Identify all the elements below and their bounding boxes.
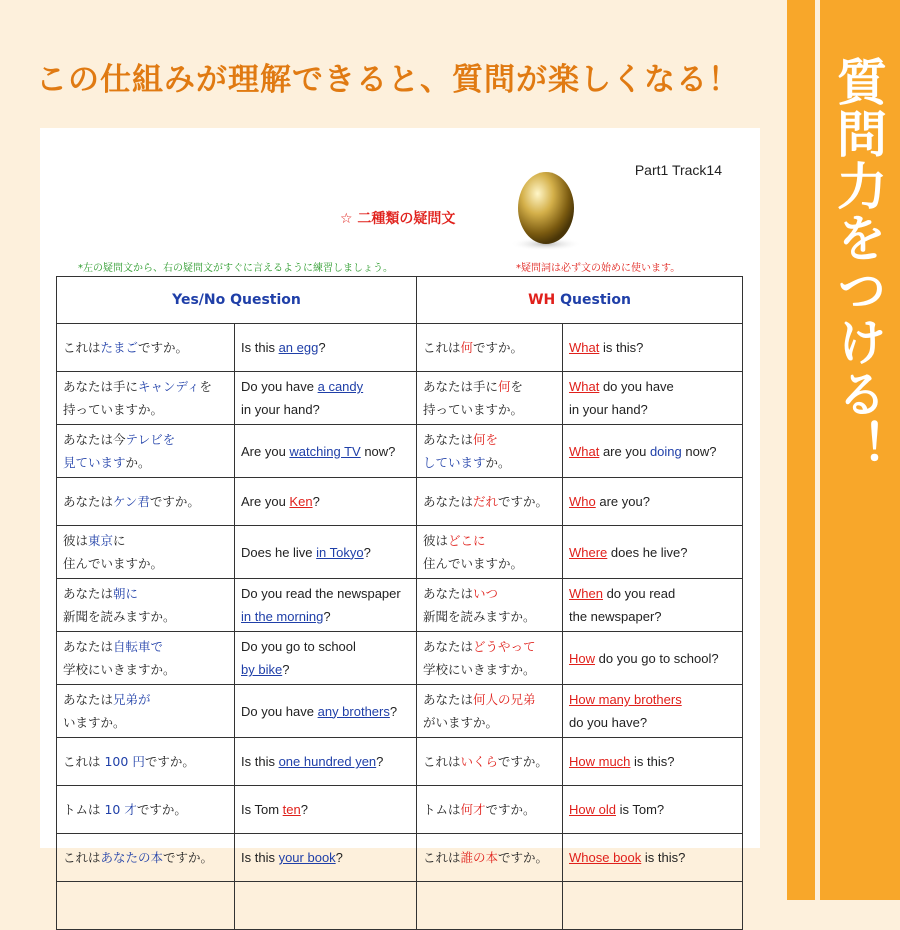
en-wh-cell: Whose book is this?	[563, 834, 743, 882]
jp-wh-cell: あなたは何人の兄弟 がいますか。	[417, 685, 563, 738]
en-wh-cell: When do you read the newspaper?	[563, 579, 743, 632]
table-row-partial	[57, 882, 743, 930]
question-table	[56, 276, 743, 930]
header-wh	[417, 277, 743, 324]
en-wh-cell: How much is this?	[563, 738, 743, 786]
empty-cell	[563, 882, 743, 930]
side-band-gap	[780, 0, 787, 900]
en-wh-cell: What are you doing now?	[563, 425, 743, 478]
table-row	[57, 685, 743, 738]
document-page	[40, 128, 760, 865]
jp-yesno-cell: これは 100 円ですか。	[57, 738, 235, 786]
wh-rule-note: *疑問詞は必ず文の始めに使います。	[516, 263, 681, 274]
headline: この仕組みが理解できると、質問が楽しくなる！	[36, 62, 740, 98]
jp-wh-cell: あなたはだれですか。	[417, 478, 563, 526]
en-yesno-cell: Is Tom ten?	[235, 786, 417, 834]
table-row	[57, 425, 743, 478]
side-band-thin	[787, 0, 815, 900]
empty-cell	[57, 882, 235, 930]
table-row	[57, 834, 743, 882]
en-yesno-cell: Do you have a candy in your hand?	[235, 372, 417, 425]
table-row	[57, 478, 743, 526]
table-row	[57, 786, 743, 834]
jp-yesno-cell: 彼は東京に 住んでいますか。	[57, 526, 235, 579]
en-yesno-cell: Are you watching TV now?	[235, 425, 417, 478]
en-yesno-cell: Is this one hundred yen?	[235, 738, 417, 786]
en-wh-cell: Where does he live?	[563, 526, 743, 579]
table-row	[57, 324, 743, 372]
jp-yesno-cell: トムは 10 才ですか。	[57, 786, 235, 834]
en-yesno-cell: Is this your book?	[235, 834, 417, 882]
empty-cell	[235, 882, 417, 930]
jp-wh-cell: あなたは手に何を 持っていますか。	[417, 372, 563, 425]
en-wh-cell: How do you go to school?	[563, 632, 743, 685]
en-wh-cell: What do you have in your hand?	[563, 372, 743, 425]
track-label: Part1 Track14	[634, 162, 722, 178]
jp-wh-cell: これは何ですか。	[417, 324, 563, 372]
jp-yesno-cell: これはあなたの本ですか。	[57, 834, 235, 882]
en-yesno-cell: Do you go to school by bike?	[235, 632, 417, 685]
en-yesno-cell: Does he live in Tokyo?	[235, 526, 417, 579]
jp-yesno-cell: あなたは手にキャンディを 持っていますか。	[57, 372, 235, 425]
jp-yesno-cell: あなたは朝に 新聞を読みますか。	[57, 579, 235, 632]
table-header-row	[57, 277, 743, 324]
jp-wh-cell: これは誰の本ですか。	[417, 834, 563, 882]
header-wh-word: WH	[528, 291, 556, 308]
en-yesno-cell: Do you read the newspaper in the morning?	[235, 579, 417, 632]
en-wh-cell: How many brothers do you have?	[563, 685, 743, 738]
jp-wh-cell: これはいくらですか。	[417, 738, 563, 786]
instruction-note: *左の疑問文から、右の疑問文がすぐに言えるように練習しましょう。	[78, 263, 393, 274]
table-row	[57, 372, 743, 425]
en-wh-cell: What is this?	[563, 324, 743, 372]
jp-yesno-cell: あなたは今テレビを 見ていますか。	[57, 425, 235, 478]
golden-egg-image	[506, 164, 586, 254]
header-wh-question: Question	[555, 291, 631, 308]
table-row	[57, 526, 743, 579]
jp-yesno-cell: あなたは兄弟が いますか。	[57, 685, 235, 738]
side-label: 質問力をつける！	[829, 56, 887, 472]
jp-yesno-cell: あなたはケン君ですか。	[57, 478, 235, 526]
en-yesno-cell: Do you have any brothers?	[235, 685, 417, 738]
empty-cell	[417, 882, 563, 930]
table-row	[57, 738, 743, 786]
document-title: ☆ 二種類の疑問文	[340, 211, 456, 227]
en-wh-cell: Who are you?	[563, 478, 743, 526]
jp-wh-cell: トムは何才ですか。	[417, 786, 563, 834]
en-yesno-cell: Are you Ken?	[235, 478, 417, 526]
jp-wh-cell: あなたはいつ 新聞を読みますか。	[417, 579, 563, 632]
table-row	[57, 632, 743, 685]
jp-yesno-cell: あなたは自転車で 学校にいきますか。	[57, 632, 235, 685]
jp-wh-cell: あなたは何を していますか。	[417, 425, 563, 478]
en-yesno-cell: Is this an egg?	[235, 324, 417, 372]
en-wh-cell: How old is Tom?	[563, 786, 743, 834]
jp-wh-cell: あなたはどうやって 学校にいきますか。	[417, 632, 563, 685]
table-row	[57, 579, 743, 632]
header-yesno: Yes/No Question	[57, 277, 417, 324]
jp-yesno-cell: これはたまごですか。	[57, 324, 235, 372]
jp-wh-cell: 彼はどこに 住んでいますか。	[417, 526, 563, 579]
